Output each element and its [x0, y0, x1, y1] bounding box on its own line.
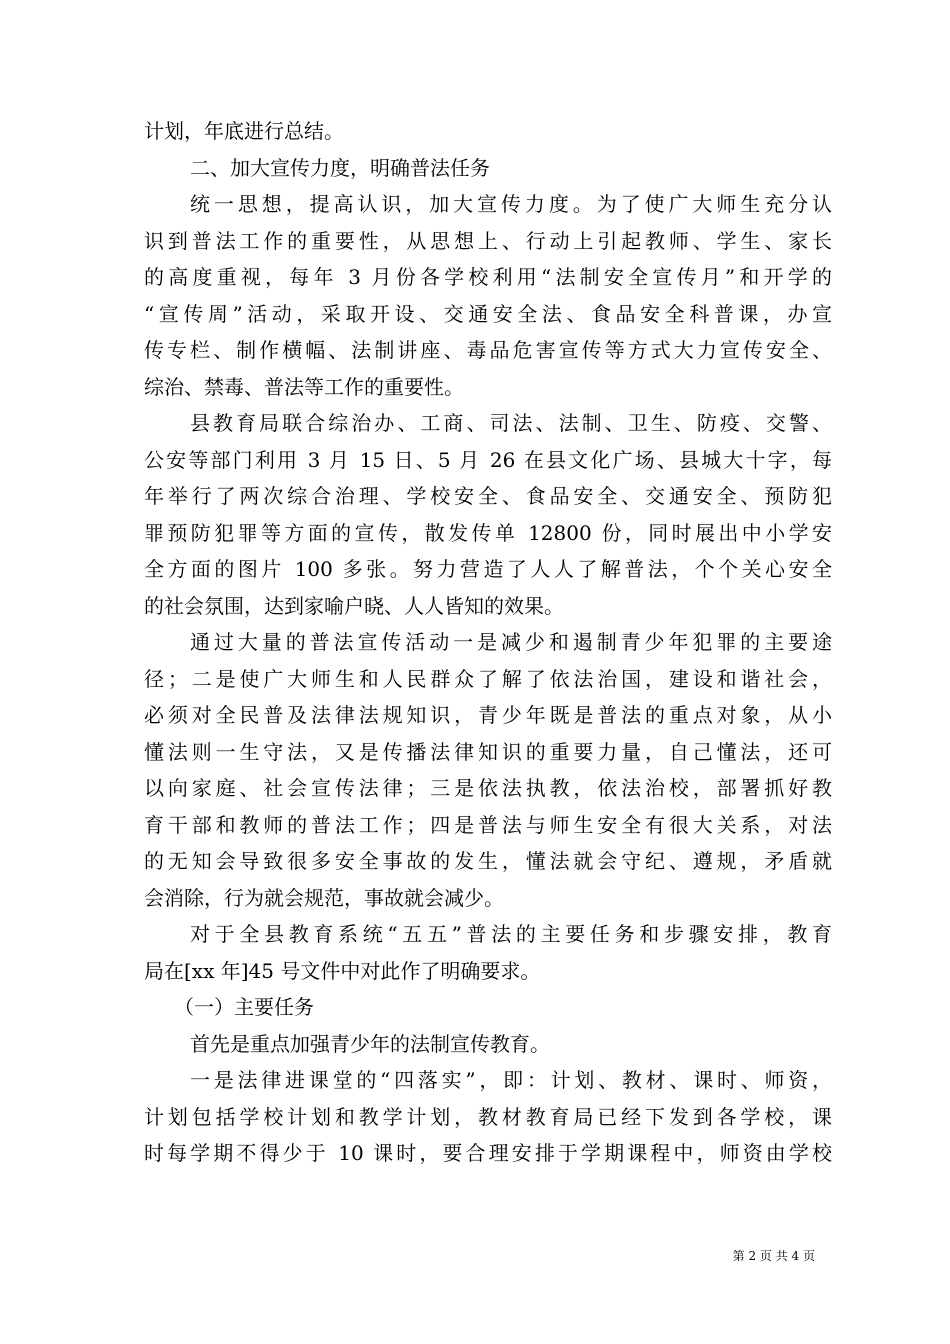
text-line: 的高度重视，每年 3 月份各学校利用“法制安全宣传月”和开学的 [144, 265, 832, 289]
text-line: 传专栏、制作横幅、法制讲座、毒品危害宣传等方式大力宣传安全、 [144, 338, 832, 362]
text-line: 统一思想，提高认识，加大宣传力度。为了使广大师生充分认 [190, 192, 832, 216]
text-line: 必须对全民普及法律法规知识，青少年既是普法的重点对象，从小 [144, 703, 832, 727]
section-heading: 二、加大宣传力度，明确普法任务 [190, 155, 490, 180]
text-line: 育干部和教师的普法工作；四是普法与师生安全有很大关系，对法 [144, 812, 832, 837]
subsection-heading: （一）主要任务 [174, 995, 314, 1019]
text-line: 时每学期不得少于 10 课时，要合理安排于学期课程中，师资由学校 [144, 1141, 832, 1165]
text-line: 的社会氛围，达到家喻户晓、人人皆知的效果。 [144, 593, 564, 618]
text-line: 综治、禁毒、普法等工作的重要性。 [144, 374, 464, 399]
text-line: 全方面的图片 100 多张。努力营造了人人了解普法，个个关心安全 [144, 557, 832, 581]
text-line: 一是法律进课堂的“四落实”，即：计划、教材、课时、师资， [190, 1068, 832, 1092]
text-line: 计划，年底进行总结。 [144, 119, 344, 143]
text-line: “宣传周”活动，采取开设、交通安全法、食品安全科普课，办宣 [144, 301, 832, 326]
document-body [144, 113, 832, 1172]
text-line: 县教育局联合综治办、工商、司法、法制、卫生、防疫、交警、 [190, 411, 832, 435]
text-line: 径；二是使广大师生和人民群众了解了依法治国，建设和谐社会， [144, 666, 832, 691]
text-line: 计划包括学校计划和教学计划，教材教育局已经下发到各学校，课 [144, 1104, 832, 1129]
text-line: 以向家庭、社会宣传法律；三是依法执教，依法治校，部署抓好教 [144, 776, 832, 800]
text-line: 懂法则一生守法，又是传播法律知识的重要力量，自己懂法，还可 [144, 739, 832, 764]
text-line: 的无知会导致很多安全事故的发生，懂法就会守纪、遵规，矛盾就 [144, 849, 832, 873]
text-line: 局在[xx 年]45 号文件中对此作了明确要求。 [144, 958, 541, 983]
page-number: 第 2 页 共 4 页 [732, 1249, 815, 1263]
text-line: 对于全县教育系统“五五”普法的主要任务和步骤安排，教育 [190, 922, 832, 946]
text-line: 识到普法工作的重要性，从思想上、行动上引起教师、学生、家长 [144, 228, 832, 253]
text-line: 通过大量的普法宣传活动一是减少和遏制青少年犯罪的主要途 [190, 630, 832, 654]
text-line: 罪预防犯罪等方面的宣传，散发传单 12800 份，同时展出中小学安 [144, 520, 832, 545]
text-line: 会消除，行为就会规范，事故就会减少。 [144, 885, 504, 910]
text-line: 公安等部门利用 3 月 15 日、5 月 26 在县文化广场、县城大十字，每 [144, 447, 832, 472]
text-line: 首先是重点加强青少年的法制宣传教育。 [190, 1031, 550, 1056]
text-line: 年举行了两次综合治理、学校安全、食品安全、交通安全、预防犯 [144, 484, 832, 508]
